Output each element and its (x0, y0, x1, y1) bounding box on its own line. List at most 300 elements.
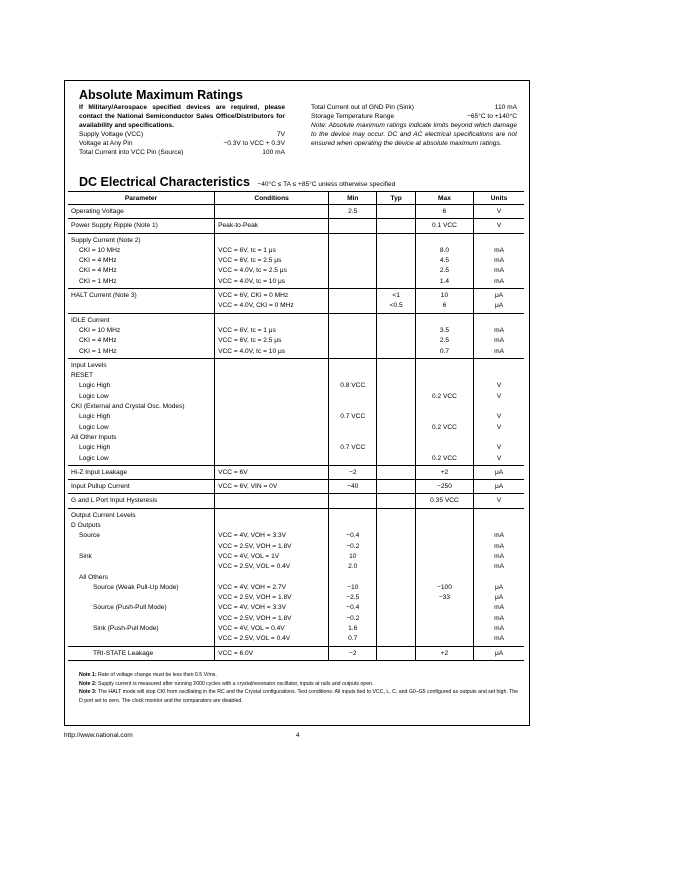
cell-line (380, 573, 411, 583)
cell-line: V (496, 497, 502, 505)
table-row (68, 494, 524, 508)
cell-line: −40 (347, 483, 359, 491)
table-cell (474, 646, 524, 660)
cell-line (477, 511, 521, 521)
table-cell (377, 289, 415, 314)
table-cell (474, 508, 524, 646)
cell-line: Source (Weak Pull-Up Mode) (93, 583, 179, 591)
cell-line: 1.4 (439, 277, 450, 285)
cell-line (71, 301, 211, 311)
column-header: Conditions (215, 192, 329, 205)
cell-line: V (496, 208, 502, 215)
cell-line: mA (494, 337, 504, 345)
cell-line (419, 521, 470, 531)
table-row (68, 465, 524, 479)
table-cell (474, 465, 524, 479)
abs-max-item-label: Total Current out of GND Pin (Sink) (311, 104, 414, 111)
cell-line: mA (494, 635, 504, 643)
cell-line: VCC = 4.0V, tc = 2.5 μs (218, 267, 287, 275)
table-cell (329, 465, 377, 479)
table-cell (329, 358, 377, 465)
cell-line: 0.7 VCC (340, 444, 366, 452)
cell-line (218, 521, 325, 531)
table-cell (329, 508, 377, 646)
table-cell (68, 233, 215, 288)
abs-max-item-row (79, 148, 285, 157)
cell-line (380, 511, 411, 521)
cell-line: Logic Low (79, 423, 109, 431)
cell-line: mA (494, 326, 504, 334)
cell-line (380, 443, 411, 453)
table-cell (474, 313, 524, 358)
cell-line (477, 361, 521, 371)
footer-url[interactable]: http://www.national.com (64, 732, 133, 739)
cell-line (419, 531, 470, 541)
cell-line (380, 336, 411, 346)
table-cell (68, 289, 215, 314)
cell-line (332, 433, 373, 443)
cell-line: All Other Inputs (71, 433, 117, 441)
cell-line: VCC = 2.5V, VOL = 0.4V (218, 635, 291, 643)
cell-line: μA (494, 594, 504, 602)
cell-line: V (496, 222, 502, 230)
cell-line: VCC = 6V, CKI = 0 MHz (218, 292, 289, 300)
cell-line (419, 316, 470, 326)
abs-max-item-row (79, 139, 285, 148)
cell-line (332, 347, 373, 357)
cell-line: VCC = 4.0V, tc = 10 μs (218, 347, 286, 355)
cell-line (71, 542, 211, 552)
cell-line: −2 (348, 468, 357, 476)
cell-line: Logic High (79, 382, 111, 390)
abs-max-item-label: Storage Temperature Range (311, 113, 395, 120)
table-cell (415, 233, 473, 288)
dc-body (68, 205, 524, 661)
cell-line (380, 256, 411, 266)
cell-line: μA (494, 468, 504, 476)
cell-line (380, 266, 411, 276)
table-cell (377, 233, 415, 288)
cell-line (419, 443, 470, 453)
cell-line: VCC = 6V, VIN = 0V (218, 483, 278, 491)
cell-line (477, 433, 521, 443)
footnote (79, 688, 519, 705)
cell-line: CKI = 4 MHz (79, 337, 117, 345)
cell-line (380, 496, 411, 506)
table-cell (68, 219, 215, 233)
table-cell (415, 465, 473, 479)
cell-line: 4.5 (439, 257, 450, 265)
footnotes (79, 671, 519, 705)
cell-line (477, 402, 521, 412)
cell-line (477, 316, 521, 326)
absolute-max-left (79, 103, 285, 157)
absolute-max-right (311, 103, 517, 148)
cell-line: 2.0 (348, 563, 358, 571)
cell-line (218, 454, 325, 464)
cell-line (218, 412, 325, 422)
cell-line: μA (494, 649, 504, 657)
cell-line: IDLE Current (71, 316, 110, 324)
table-cell (329, 646, 377, 660)
cell-line: VCC = 6V, tc = 2.5 μs (218, 337, 282, 345)
table-row (68, 289, 524, 314)
cell-line (218, 236, 325, 246)
table-row (68, 508, 524, 646)
table-cell (215, 494, 329, 508)
cell-line (380, 552, 411, 562)
column-header: Min (329, 192, 377, 205)
cell-line: Logic Low (79, 454, 109, 462)
cell-line: VCC = 6V (218, 468, 248, 476)
cell-line (380, 593, 411, 603)
table-cell (415, 508, 473, 646)
cell-line: μA (494, 483, 504, 491)
abs-max-item-value: 7V (276, 131, 285, 138)
table-cell (329, 313, 377, 358)
cell-line: 2.5 (439, 267, 450, 275)
cell-line: Input Pullup Current (71, 483, 130, 491)
cell-line (380, 614, 411, 624)
cell-line: CKI (External and Crystal Osc. Modes) (71, 403, 185, 411)
table-cell (474, 219, 524, 233)
cell-line: mA (494, 604, 504, 612)
cell-line: μA (494, 302, 504, 310)
cell-line: Sink (79, 552, 92, 560)
cell-line (218, 207, 325, 217)
abs-max-item-value: −65°C to +140°C (467, 113, 517, 120)
table-cell (215, 646, 329, 660)
table-row (68, 233, 524, 288)
cell-line: VCC = 2.5V, VOL = 0.4V (218, 563, 291, 571)
cell-line: VCC = 6V, tc = 2.5 μs (218, 257, 282, 265)
cell-line: Supply Current (Note 2) (71, 236, 141, 244)
cell-line (419, 412, 470, 422)
cell-line (380, 649, 411, 659)
table-cell (329, 480, 377, 494)
cell-line: Peak-to-Peak (218, 222, 259, 230)
cell-line: V (496, 382, 502, 390)
cell-line: 8.0 (439, 246, 450, 254)
cell-line (332, 573, 373, 583)
cell-line: −33 (438, 594, 451, 602)
cell-line (218, 496, 325, 506)
cell-line: VCC = 2.5V, VOH = 1.8V (218, 594, 292, 602)
table-cell (68, 465, 215, 479)
cell-line (218, 573, 325, 583)
table-cell (215, 219, 329, 233)
cell-line (332, 236, 373, 246)
abs-max-item-row (79, 130, 285, 139)
cell-line (71, 634, 211, 644)
cell-line (332, 256, 373, 266)
cell-line: Logic High (79, 413, 111, 421)
cell-line (419, 236, 470, 246)
table-cell (68, 358, 215, 465)
footnote-label: Note 3: (79, 689, 99, 696)
cell-line: VCC = 6V, tc = 1 μs (218, 326, 276, 334)
cell-line: Source (79, 532, 100, 540)
table-row (68, 313, 524, 358)
cell-line: 0.7 VCC (340, 413, 366, 421)
cell-line: 0.2 VCC (432, 423, 457, 431)
cell-line: VCC = 2.5V, VOH = 1.8V (218, 542, 292, 550)
cell-line (332, 266, 373, 276)
cell-line (380, 433, 411, 443)
cell-line (71, 593, 211, 603)
abs-max-item-row (311, 103, 517, 112)
footnote (79, 680, 519, 689)
cell-line (380, 562, 411, 572)
cell-line: 6 (442, 302, 447, 310)
footnote (79, 671, 519, 680)
cell-line: VCC = 2.5V, VOH = 1.8V (218, 614, 292, 622)
table-row (68, 219, 524, 233)
cell-line (419, 562, 470, 572)
footnote-label: Note 1: (79, 672, 99, 678)
table-cell (329, 289, 377, 314)
cell-line (419, 542, 470, 552)
table-cell (68, 646, 215, 660)
table-cell (215, 205, 329, 219)
cell-line: 0.7 (439, 347, 450, 355)
cell-line (332, 326, 373, 336)
cell-line (332, 392, 373, 402)
cell-line (332, 336, 373, 346)
cell-line: VCC = 6V, tc = 1 μs (218, 246, 276, 254)
cell-line (380, 326, 411, 336)
table-cell (377, 465, 415, 479)
cell-line: mA (494, 552, 504, 560)
cell-line (380, 634, 411, 644)
table-cell (415, 289, 473, 314)
cell-line (332, 371, 373, 381)
cell-line: Output Current Levels (71, 511, 136, 519)
table-cell (68, 508, 215, 646)
abs-max-item-label: Supply Voltage (VCC) (79, 131, 144, 138)
cell-line: VCC = 4.0V, CKI = 0 MHz (218, 302, 294, 310)
cell-line: −250 (437, 483, 452, 491)
table-cell (215, 289, 329, 314)
cell-line (332, 423, 373, 433)
cell-line: D Outputs (71, 522, 101, 530)
cell-line: mA (494, 614, 504, 622)
cell-line (380, 583, 411, 593)
cell-line (380, 423, 411, 433)
page-number: 4 (296, 732, 300, 739)
cell-line (218, 511, 325, 521)
cell-line (380, 521, 411, 531)
cell-line: CKI = 1 MHz (79, 347, 117, 355)
cell-line: −0.2 (346, 614, 360, 622)
footnote-text: Rate of voltage change must be less then 0.5 V/ms. (98, 672, 217, 678)
cell-line (419, 614, 470, 624)
cell-line (218, 423, 325, 433)
cell-line (380, 246, 411, 256)
dc-condition: −40°C ≤ TA ≤ +85°C unless otherwise specified (257, 181, 396, 188)
cell-line: Input Levels (71, 361, 107, 369)
cell-line: −0.4 (346, 604, 360, 612)
cell-line: mA (494, 532, 504, 540)
table-cell (415, 494, 473, 508)
cell-line: V (496, 392, 502, 400)
cell-line (218, 392, 325, 402)
cell-line (477, 521, 521, 531)
cell-line (477, 573, 521, 583)
cell-line: 0.8 VCC (340, 382, 366, 390)
cell-line: 0.2 VCC (432, 454, 457, 462)
military-note: If Military/Aerospace specified devices are required, please contact the National Semiconductor Sales Office/Distributors for availability and specifications. (79, 104, 285, 129)
table-cell (215, 358, 329, 465)
cell-line: Logic High (79, 444, 111, 452)
cell-line: TRI-STATE Leakage (93, 649, 154, 657)
cell-line: 0.35 VCC (430, 497, 459, 505)
cell-line (380, 221, 411, 231)
cell-line: Logic Low (79, 392, 109, 400)
table-cell (215, 465, 329, 479)
table-cell (215, 313, 329, 358)
cell-line: <0.5 (389, 302, 403, 310)
table-cell (415, 313, 473, 358)
table-cell (215, 508, 329, 646)
cell-line: G and L Port Input Hysteresis (71, 497, 158, 505)
cell-line: VCC = 4V, VOH = 3.3V (218, 532, 287, 540)
footnote-text: Supply current is measured after running 2000 cycles with a crystal/resonator oscillator, inputs at rails and outputs open. (98, 680, 374, 687)
cell-line (380, 531, 411, 541)
table-cell (68, 494, 215, 508)
cell-line (419, 634, 470, 644)
abs-max-item-row (311, 112, 517, 121)
cell-line (380, 392, 411, 402)
table-row (68, 646, 524, 660)
cell-line: mA (494, 542, 504, 550)
cell-line: 1.6 (348, 624, 358, 632)
table-cell (415, 358, 473, 465)
cell-line (380, 454, 411, 464)
abs-max-item-value: 100 mA (262, 149, 285, 156)
cell-line: 0.2 VCC (432, 392, 457, 400)
cell-line: Operating Voltage (71, 208, 124, 215)
absolute-max-title: Absolute Maximum Ratings (79, 88, 243, 102)
cell-line (332, 246, 373, 256)
cell-line (419, 511, 470, 521)
abs-max-item-label: Total Current into VCC Pin (Source) (79, 149, 184, 156)
table-cell (415, 646, 473, 660)
cell-line: V (496, 413, 502, 421)
cell-line (332, 521, 373, 531)
cell-line (218, 402, 325, 412)
cell-line (419, 603, 470, 613)
cell-line (380, 347, 411, 357)
cell-line (332, 361, 373, 371)
dc-title: DC Electrical Characteristics (79, 175, 250, 189)
cell-line: V (496, 444, 502, 452)
cell-line: mA (494, 277, 504, 285)
cell-line: CKI = 10 MHz (79, 326, 121, 334)
table-cell (474, 480, 524, 494)
cell-line: +2 (440, 468, 449, 476)
cell-line (419, 552, 470, 562)
table-cell (215, 233, 329, 288)
table-cell (68, 313, 215, 358)
column-header: Units (474, 192, 524, 205)
footnote-label: Note 2: (79, 680, 99, 687)
cell-line: HALT Current (Note 3) (71, 292, 137, 300)
cell-line: RESET (71, 372, 93, 380)
cell-line (218, 371, 325, 381)
table-cell (415, 205, 473, 219)
table-cell (415, 480, 473, 494)
cell-line: CKI = 4 MHz (79, 267, 117, 275)
cell-line: 10 (349, 552, 357, 560)
cell-line (332, 454, 373, 464)
cell-line (71, 562, 211, 572)
cell-line: +2 (440, 649, 449, 657)
cell-line (380, 236, 411, 246)
cell-line: Hi-Z Input Leakage (71, 468, 128, 476)
table-row (68, 358, 524, 465)
cell-line: VCC = 4.0V, tc = 10 μs (218, 277, 286, 285)
cell-line: Sink (Push-Pull Mode) (93, 624, 159, 632)
cell-line: CKI = 4 MHz (79, 257, 117, 265)
table-row (68, 205, 524, 219)
abs-right-items (311, 103, 517, 121)
table-cell (474, 289, 524, 314)
abs-left-items (79, 130, 285, 157)
cell-line: 0.7 (348, 635, 358, 643)
table-cell (474, 494, 524, 508)
cell-line (419, 624, 470, 634)
cell-line: VCC = 6.0V (218, 649, 254, 657)
cell-line (380, 381, 411, 391)
cell-line: CKI = 10 MHz (79, 246, 121, 254)
table-cell (474, 233, 524, 288)
table-cell (377, 358, 415, 465)
table-cell (377, 219, 415, 233)
cell-line: mA (494, 246, 504, 254)
cell-line: 6 (442, 208, 447, 215)
cell-line (419, 361, 470, 371)
cell-line: 10 (440, 292, 449, 300)
cell-line: 2.5 (439, 337, 450, 345)
table-cell (377, 646, 415, 660)
cell-line (332, 291, 373, 301)
table-cell (474, 205, 524, 219)
cell-line: −10 (347, 583, 359, 591)
cell-line: CKI = 1 MHz (79, 277, 117, 285)
table-cell (377, 480, 415, 494)
footnote-text: The HALT mode will stop CKI from oscillating in the RC and the Crystal configurations. Test conditions: All inputs tied to VCC, L, C, and G0–G5 configured as outputs and set high. The D port set to zero. The clock monitor and the comparators are disabled. (79, 689, 519, 704)
cell-line (380, 402, 411, 412)
cell-line: All Others (79, 573, 108, 581)
cell-line (218, 316, 325, 326)
column-header: Typ (377, 192, 415, 205)
table-cell (68, 205, 215, 219)
cell-line (218, 443, 325, 453)
cell-line: mA (494, 257, 504, 265)
cell-line (332, 221, 373, 231)
cell-line (332, 316, 373, 326)
cell-line (332, 496, 373, 506)
cell-line: −0.4 (346, 532, 360, 540)
cell-line (380, 277, 411, 287)
cell-line (419, 573, 470, 583)
cell-line (332, 301, 373, 311)
abs-max-item-value: 110 mA (494, 104, 517, 111)
cell-line (419, 371, 470, 381)
cell-line (380, 371, 411, 381)
table-cell (474, 358, 524, 465)
